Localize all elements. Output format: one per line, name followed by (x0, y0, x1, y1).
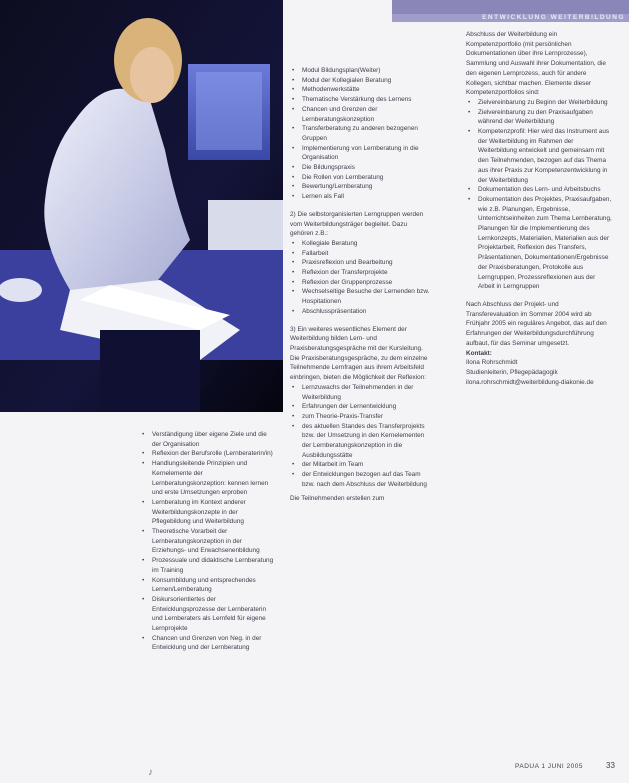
list-item: • Kompetenzprofil: Hier wird das Instrument aus der Weiterbildung im Rahmen der Weiterbildung entwickelt und gemeinsam mit den Teilnehmenden, bezogen auf das Thema aus ihrer Praxis zur Kompetenzentwicklung in der Weiterbildung (478, 127, 612, 185)
list-item: • Lernzuwachs der Teilnehmenden in der Weiterbildung (302, 383, 430, 402)
list-left (140, 430, 276, 653)
paragraph: 3) Ein weiteres wesentliches Element der Weiterbildung bilden Lern- und Praxisberatungsgespräche mit der Kursleitung. Die Praxisberatungsgespräche, zu dem einzelne Teilnehmende Lernfragen aus ihrem Arbeitsfeld einbringen, bieten die Möglichkeit der Reflexion: (290, 325, 428, 382)
list-item: • der Entwicklungen bezogen auf das Team bzw. nach dem Abschluss der Weiterbildung (302, 470, 430, 489)
list-item: • Konsumbildung und entsprechendes Lernen/Lernberatung (152, 576, 276, 595)
photo-woman-writing (0, 0, 283, 412)
list-item: • Reflexion der Berufsrolle (Lernberaterin/in) (152, 449, 276, 459)
list-middle-1 (290, 66, 430, 202)
photo-illustration (0, 0, 283, 412)
paragraph: Die Teilnehmenden erstellen zum (290, 494, 385, 502)
list-item: • Reflexion der Gruppenprozesse (302, 278, 430, 288)
list-item: • Erfahrungen der Lernentwicklung (302, 402, 430, 412)
list-item: • Lernberatung im Kontext anderer Weiterbildungskonzepte in der Pflegebildung und Weiterbildung (152, 498, 276, 527)
list-item: • Die Rollen von Lernberatung (302, 173, 430, 183)
paragraph: 2) Die selbstorganisierten Lerngruppen werden vom Weiterbildungsträger begleitet. Dazu gehören z.B.: (290, 210, 424, 238)
list-item: • Implementierung von Lernberatung in die Organisation (302, 144, 430, 163)
section-title: ENTWICKLUNG WEITERBILDUNG (482, 14, 625, 21)
list-item: • Dokumentation des Projektes, Praxisaufgaben, wie z.B. Planungen, Ergebnisse, Unterrichtseinheiten zum Thema Lernberatung, Planungen für die Implementierung des Lernkonzepts, Materialien, Materialien aus der Projektarbeit, Reflexion des Transfers, Präsentationen, Dokumentationen/Ergebnisse der Praxisberatungen, Protokolle aus Lerngruppen, Prozessreflexionen aus der Arbeit in Lerngruppen (478, 195, 612, 292)
list-item: • Chancen und Grenzen der Lernberatungskonzeption (302, 105, 430, 124)
list-item: • Zielvereinbarung zu den Praxisaufgaben während der Weiterbildung (478, 108, 612, 127)
list-item: • Zielvereinbarung zu Beginn der Weiterbildung (478, 98, 612, 108)
list-item: • Dokumentation des Lern- und Arbeitsbuchs (478, 185, 612, 195)
list-right (466, 98, 612, 292)
kontakt-heading: Kontakt: (466, 349, 492, 357)
list-item: • Prozessuale und didaktische Lernberatung im Training (152, 556, 276, 575)
column-middle (290, 66, 430, 503)
list-item: • der Mitarbeit im Team (302, 460, 430, 470)
list-item: • zum Theorie-Praxis-Transfer (302, 412, 430, 422)
list-item: • Chancen und Grenzen von Neg. in der Entwicklung und der Lernberatung (152, 634, 276, 653)
kontakt-email[interactable]: ilona.rohrschmidt@weiterbildung-diakonie.de (466, 378, 594, 386)
footer-text: PADUA 1 JUNI 2005 (515, 763, 583, 770)
list-item: • Die Bildungspraxis (302, 163, 430, 173)
list-item: • Reflexion der Transferprojekte (302, 268, 430, 278)
page-number: 33 (606, 761, 615, 770)
column-right (466, 30, 612, 387)
list-item: • Handlungsleitende Prinzipien und Kernelemente der Lernberatungskonzeption: kennen lernen und erste Umsetzungen erproben (152, 459, 276, 498)
list-item: • Thematische Verstärkung des Lernens (302, 95, 430, 105)
list-item: • Abschlusspräsentation (302, 307, 430, 317)
list-item: • Verständigung über eigene Ziele und die der Organisation (152, 430, 276, 449)
pen-mark-icon: ♪ (148, 767, 153, 778)
list-item: • Diskursorientiertes der Entwicklungsprozesse der Lernberaterin und Lernberaters als Lernfeld für eigene Lernprojekte (152, 595, 276, 634)
list-middle-3 (290, 383, 430, 490)
paragraph: Nach Abschluss der Projekt- und Transferevaluation im Sommer 2004 wird ab Frühjahr 2005 ein reguläres Angebot, das auf den Erfahrungen der Weiterbildungsdurchführung aufbaut, für das Seminar umgesetzt. (466, 300, 607, 347)
list-item: • Transferberatung zu anderen bezogenen Gruppen (302, 124, 430, 143)
list-item: • Fallarbeit (302, 249, 430, 259)
list-item: • Modul der Kollegialen Beratung (302, 76, 430, 86)
paragraph: Abschluss der Weiterbildung ein Kompetenzportfolio (mit persönlichen Dokumentationen über ihre Lernprozesse), Sammlung und Auswahl ihrer Dokumentation, die den eigenen Lernprozess, auch für andere Kollegen, sichtbar machen. Elemente dieser Kompetenzportfolios sind: (466, 31, 606, 97)
list-item: • Methodenwerkstätte (302, 85, 430, 95)
kontakt-role: Studienleiterin, Pflegepädagogik (466, 368, 558, 376)
list-item: • Lernen als Fall (302, 192, 430, 202)
list-item: • des aktuellen Standes des Transferprojekts bzw. der Umsetzung in den Kernelementen der Lernberatungskonzeption in die Ausbildungsstätte (302, 422, 430, 461)
list-item: • Kollegiale Beratung (302, 239, 430, 249)
list-item: • Theoretische Vorarbeit der Lernberatungskonzeption in der Erziehungs- und Erwachsenenbildung (152, 527, 276, 556)
kontakt-name: Ilona Rohrschmidt (466, 359, 518, 367)
list-item: • Bewertung/Lernberatung (302, 182, 430, 192)
column-left-bottom (140, 430, 276, 653)
list-item: • Praxisreflexion und Bearbeitung (302, 258, 430, 268)
list-middle-2 (290, 239, 430, 317)
list-item: • Wechselseitige Besuche der Lernenden bzw. Hospitationen (302, 287, 430, 306)
list-item: • Modul Bildungsplan(Weiter) (302, 66, 430, 76)
